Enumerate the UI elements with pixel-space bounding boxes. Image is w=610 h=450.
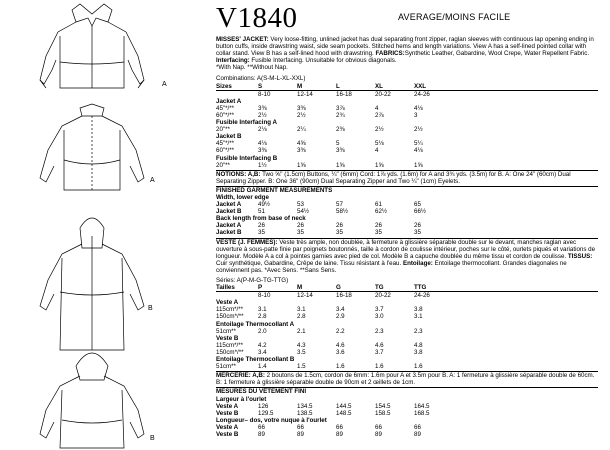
cell: 66 [414,423,421,431]
row-label: 51cm** [216,327,236,335]
table-row [216,147,598,154]
cell: 1.6 [375,363,384,371]
row-label: Jacket A [216,222,242,230]
row-label: Jacket A [216,201,242,209]
cell: 3⅜ [297,104,306,112]
cell: 61 [375,201,382,209]
cell: 1⅝ [336,161,345,169]
cell: 3.7 [375,306,384,314]
cell: 4.6 [336,341,345,349]
cell: 89 [258,430,265,438]
cell: 66 [375,423,382,431]
cell: 4⅛ [258,140,267,148]
cell: 49½ [258,201,271,209]
row-label: 150cm*/** [216,313,244,321]
cell: 1.5 [297,363,306,371]
cell: 3⅜ [336,147,345,155]
cell: 24-26 [414,90,430,98]
cell: 66½ [414,208,427,216]
cell: TG [375,284,384,292]
cell: 3.7 [375,348,384,356]
combinations-en: Combinations: A(S-M-L-XL-XXL) [216,75,306,83]
jacket-b-front-sketch [40,218,144,350]
cell: 1⅝ [414,161,423,169]
cell: 24-26 [414,292,430,300]
row-label: 115cm*/** [216,306,244,314]
table-section-title: Entoilage Thermocollant A [216,320,295,328]
cell: 89 [297,430,304,438]
row-label: Jacket B [216,229,242,237]
cell: 2.8 [258,313,267,321]
cell: 129.5 [258,409,274,417]
cell: 4⅛ [414,147,423,155]
cell: 2½ [297,111,306,119]
table-section-title: Veste A [216,299,239,307]
cell: 168.5 [414,409,430,417]
jacket-b-back-sketch [40,353,144,448]
description-fr-text: Veste très ample, non doublée, à fermeture à glissière séparable double sur le devant, manches raglan avec ouverture à sous-patte finie par poignets boutonnés, taille à cordon de coulisse intérieur, poches sur le côté, ourlets piqués et variations de longueur. Modèle A a col à pointes garnies avec pied de col. Modèle B a capuche doublée du même tissu et cordon de coulisse. [216,238,596,260]
finished-subtitle: Largeur à l'ourlet [216,395,267,403]
table-row [216,342,598,349]
cell: 3⅞ [336,104,345,112]
row-label: Jacket B [216,208,242,216]
cell: 154.5 [375,402,391,410]
table-row [216,403,598,410]
table-section-title: Fusible Interfacing A [216,119,277,127]
cell: 57 [336,201,343,209]
row-label: Veste A [216,402,239,410]
cell: 2.2 [336,327,345,335]
row-label: 45"*/** [216,140,235,148]
entoilage-fr-text: Entoilage thermocollant. Grandes diagonales ne conviennent pas. *Avec Sens. **Sans Sens. [216,259,567,274]
cell: 164.5 [414,402,430,410]
cell: 2½ [375,126,384,134]
cell: 65 [414,201,421,209]
description-en-text: Very loose-fitting, unlined jacket has dual separating front zipper, raglan sleeves with continuous lap opening ending in button cuffs, inside drawstring waist, side seam pockets. Stitched hems and length variations. View A has a self-lined pointed collar with collar stand. View B has a self-lined hood with drawstring. [216,36,594,58]
row-label: 45"*/** [216,104,235,112]
cell: 12-14 [297,292,313,300]
cell: 2⅛ [258,126,267,134]
finished-subtitle: Back length from base of neck [216,215,306,223]
table-row [216,162,598,169]
table-row [216,229,598,236]
cell: XXL [414,82,427,90]
cell: 5⅛ [375,140,384,148]
cell: 3.1 [297,306,306,314]
cell: 1.6 [414,363,423,371]
row-label: 51cm** [216,363,236,371]
cell: 1⅝ [297,161,306,169]
cell: 3.4 [336,306,345,314]
table-row [216,140,598,147]
cell: 4 [375,147,379,155]
row-label: Veste A [216,423,239,431]
cell: 20-22 [375,292,391,300]
finished-title: FINISHED GARMENT MEASUREMENTS [216,186,333,194]
entoilage-fr-title: Entoilage: [402,259,433,267]
table-section-title: Veste B [216,334,239,342]
cell: 35 [336,229,343,237]
cell: 8-10 [258,292,271,300]
cell: 2½ [258,111,267,119]
cell: 5 [336,140,340,148]
fabrics-en-text: Synthetic Leather, Gabardine, Wool Crepe, Water Repellent Fabric. [404,50,590,58]
table-row [216,105,598,112]
cell: 26 [414,222,421,230]
table-row [216,112,598,119]
cell: 66 [336,423,343,431]
table-row [216,126,598,133]
pattern-number: V1840 [216,2,298,34]
row-label: Tailles [216,284,235,292]
figure-label-a1: A [162,81,167,88]
tissus-fr-text: Cuir synthétique, Gabardine, Crêpe de laine. Tissu résistant à l'eau. [216,259,402,267]
row-label: 60"*/** [216,147,235,155]
cell: 3⅜ [258,104,267,112]
mercerie-fr-text: 2 boutons de 1.5cm, cordon de 6mm: 1.6m pour A et 3.5m pour B. A: 1 fermeture à glissière séparable double de 60cm. B: 1 fermeture à glissière séparable double de 90cm et 2 œillets de 1cm. [216,372,595,387]
cell: 16-18 [336,292,352,300]
cell: 3.0 [375,313,384,321]
cell: 1.4 [258,363,267,371]
cell: 4.3 [297,341,306,349]
cell: 66 [258,423,265,431]
table-row [216,363,598,370]
description-fr [216,239,598,274]
table-row [216,349,598,356]
table-section-title: Entoilage Thermocollant B [216,356,295,364]
cell: 2.0 [258,327,267,335]
cell: 2¼ [297,126,306,134]
cell: 8-10 [258,90,271,98]
cell: 35 [297,229,304,237]
description-en-title: MISSES' JACKET: [216,36,269,43]
figure-label-a2: A [150,177,155,184]
cell: 3.1 [414,313,423,321]
row-label: Sizes [216,82,232,90]
description-fr-title: VESTE (J. FEMMES): [216,238,278,246]
cell: 158.5 [375,409,391,417]
technical-sketches [0,0,215,450]
cell: 4.6 [375,341,384,349]
cell: 58½ [336,208,349,216]
cell: L [336,82,340,90]
cell: 89 [375,430,382,438]
yardage-table-en [216,83,598,169]
cell: 26 [375,222,382,230]
finished-measurements-fr [216,388,598,438]
cell: 54½ [297,208,310,216]
cell: 2⅜ [336,126,345,134]
cell: 2.3 [375,327,384,335]
table-row [216,222,598,229]
cell: 51 [258,208,265,216]
interfacing-en-text: Fusible Interfacing. Unsuitable for obvious diagonals. [249,57,397,65]
difficulty-label: AVERAGE/MOINS FACILE [398,12,511,22]
table-row [216,306,598,313]
cell: 66 [297,423,304,431]
table-section-title: Jacket A [216,97,242,105]
table-subheader-row [216,90,598,98]
table-section-title: Fusible Interfacing B [216,154,278,162]
table-row [216,328,598,335]
cell: 2.3 [414,327,423,335]
cell: 1.6 [336,363,345,371]
cell: 3.6 [336,348,345,356]
pattern-info [216,36,598,438]
cell: 3.4 [258,348,267,356]
cell: 3⅜ [258,147,267,155]
table-section-title: Jacket B [216,133,242,141]
jacket-a-front-sketch [40,4,144,88]
cell: 3.8 [414,306,423,314]
cell: 126 [258,402,269,410]
row-label [216,292,258,299]
fabrics-en-title: FABRICS: [375,50,405,58]
cell: 89 [414,430,421,438]
cell: 2½ [414,126,423,134]
row-label: 115cm*/** [216,341,244,349]
cell: P [258,284,263,292]
cell: G [336,284,341,292]
row-label: 20"** [216,161,230,169]
notions-en-title: NOTIONS: A,B: [216,170,261,178]
cell: 2⅞ [375,111,384,119]
cell: 26 [258,222,265,230]
figure-label-b2: B [150,435,155,442]
table-row [216,208,598,215]
cell: 2.9 [336,313,345,321]
row-label: 20"** [216,126,230,134]
cell: 2.1 [297,327,306,335]
cell: 3.5 [297,348,306,356]
cell: 144.5 [336,402,352,410]
table-row [216,410,598,417]
cell: 4 [375,104,379,112]
cell: 4⅛ [414,104,423,112]
cell: 26 [336,222,343,230]
cell: 35 [375,229,382,237]
combinations-fr: Séries: A(P-M-G-TG-TTG) [216,277,289,284]
finished-title: MESURES DU VÊTEMENT FINI [216,388,307,396]
cell: XL [375,82,383,90]
cell: 2¾ [336,111,345,119]
cell: 4⅝ [297,140,306,148]
row-label: 60"*/** [216,111,235,119]
mercerie-fr [216,372,598,386]
cell: 1½ [258,161,267,169]
table-row [216,201,598,208]
cell: 26 [297,222,304,230]
yardage-table-fr [216,284,598,370]
row-label [216,91,258,98]
finished-subtitle: Longueur– dos, votre nuque à l'ourlet [216,416,327,424]
nap-note-en: *With Nap. **Without Nap. [216,64,288,72]
table-row [216,313,598,320]
cell: 3.1 [258,306,267,314]
cell: 4.8 [414,341,423,349]
row-label: Veste B [216,430,239,438]
cell: 53 [297,201,304,209]
finished-subtitle: Width, lower edge [216,193,269,201]
table-header-row [216,284,598,291]
cell: 16-18 [336,90,352,98]
cell: 138.5 [297,409,313,417]
row-label: 150cm*/** [216,348,244,356]
cell: TTG [414,284,427,292]
cell: M [297,284,303,292]
cell: 3⅜ [297,147,306,155]
table-row [216,424,598,431]
table-header-row [216,83,598,90]
cell: 12-14 [297,90,313,98]
cell: 148.5 [336,409,352,417]
cell: 1⅝ [375,161,384,169]
tissus-fr-title: TISSUS: [567,252,593,260]
cell: 3.8 [414,348,423,356]
notions-en-text: Two ⅝" (1.5cm) Buttons, ¼" (6mm) Cord: 1⅞ yds. (1.6m) for A and 3¾ yds. (3.5m) for B. A: One 24" (60cm) Dual Separating Zipper. B: One 36" (90cm) Dual Separating Zipper and Two ¼" (1cm) Eyelets. [216,170,571,185]
notions-en [216,171,598,185]
cell: 62½ [375,208,388,216]
cell: M [297,82,303,90]
table-subheader-row [216,291,598,299]
cell: S [258,82,263,90]
interfacing-en-title: Interfacing: [216,57,250,65]
jacket-a-back-sketch [40,104,144,190]
row-label: Veste B [216,409,239,417]
cell: 4.2 [258,341,267,349]
cell: 35 [414,229,421,237]
mercerie-fr-title: MERCERIE: A,B: [216,372,265,380]
finished-measurements-en [216,187,598,237]
cell: 5¼ [414,140,423,148]
cell: 20-22 [375,90,391,98]
cell: 89 [336,430,343,438]
cell: 2.8 [297,313,306,321]
description-en [216,36,598,71]
table-row [216,431,598,438]
figure-label-b1: B [148,305,153,312]
cell: 35 [258,229,265,237]
cell: 134.5 [297,402,313,410]
cell: 3 [414,111,418,119]
